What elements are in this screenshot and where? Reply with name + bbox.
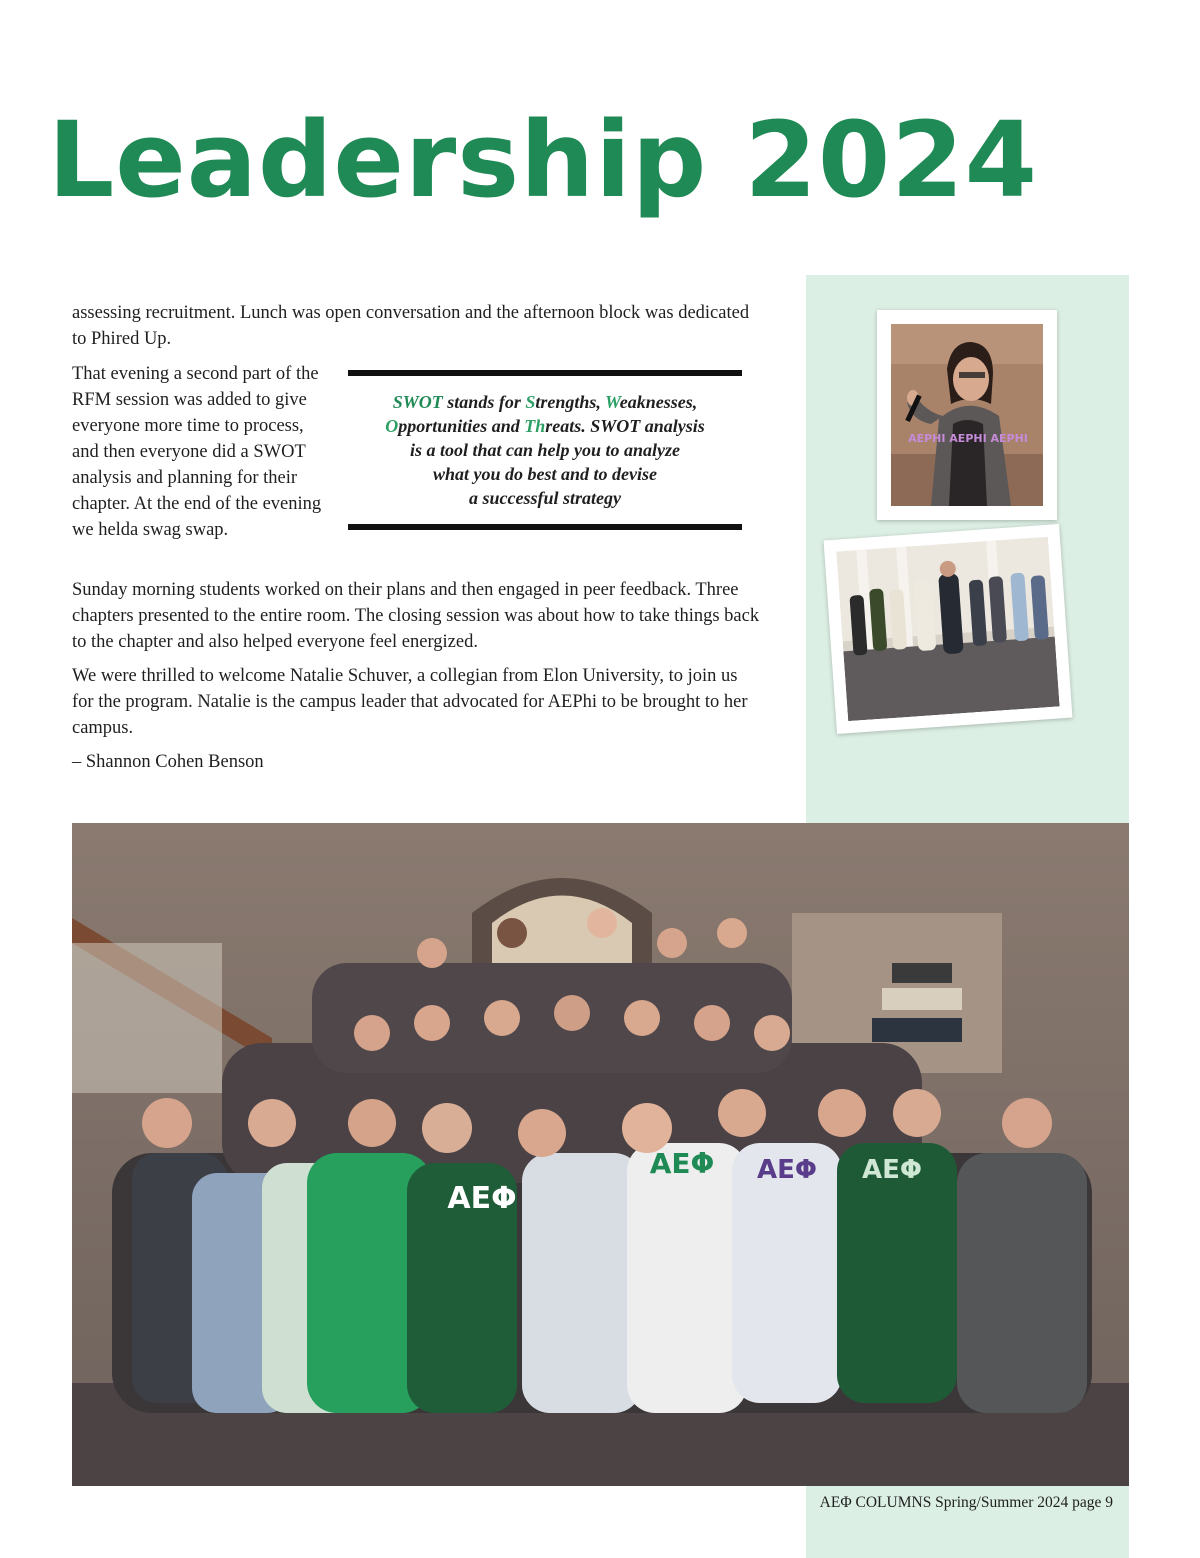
pull-quote-swot: SWOT (392, 392, 443, 412)
pull-quote-initial-w: W (605, 392, 620, 412)
pull-quote-segment: is a tool that can help you to analyze (409, 440, 681, 460)
article-byline: – Shannon Cohen Benson (72, 752, 264, 772)
pull-quote-segment: reats. SWOT analysis (545, 416, 705, 436)
pull-quote-segment: pportunities and (398, 416, 525, 436)
article-paragraph-1: assessing recruitment. Lunch was open conversation and the afternoon block was dedicated to Phired Up. (72, 303, 750, 349)
page-footer: AEΦ COLUMNS Spring/Summer 2024 page 9 (819, 1494, 1113, 1511)
pull-quote-initial-th: Th (524, 416, 546, 436)
pull-quote-segment: eaknesses, (619, 392, 698, 412)
article-paragraph-4: We were thrilled to welcome Natalie Schuver, a collegian from Elon University, to join us for the program. Natalie is the campus leader that advocated for AEPhi to be brought to her campus. (72, 666, 748, 738)
speaker-photo-frame (877, 310, 1057, 520)
page-title: Leadership 2024 (48, 99, 1038, 221)
sweatshirt-letters-1: AEΦ (447, 1181, 517, 1216)
group-photo (72, 823, 1129, 1486)
sweatshirt-letters-2: AEΦ (649, 1147, 715, 1180)
article-paragraph-2: That evening a second part of the RFM session was added to give everyone more time to process, and then everyone did a SWOT analysis and planning for their chapter. At the end of the evening we helda swag swap. (72, 364, 322, 540)
sweatshirt-letters-3: AEΦ (757, 1155, 817, 1185)
speaker-shirt-text: AEPHI AEPHI AEPHI (908, 432, 1028, 445)
pull-quote (348, 370, 742, 530)
speaker-photo (891, 324, 1043, 506)
article-paragraph-3: Sunday morning students worked on their plans and then engaged in peer feedback. Three chapters presented to the entire room. The closing session was about how to take things back to the chapter and also helped everyone feel energized. (72, 580, 760, 652)
sweatshirt-letters-4: AEΦ (862, 1155, 922, 1185)
presentation-photo-frame (824, 524, 1073, 734)
pull-quote-initial-o: O (385, 416, 399, 436)
pull-quote-segment: trengths, (535, 392, 606, 412)
presentation-photo (836, 537, 1059, 721)
pull-quote-text (365, 390, 725, 510)
pull-quote-initial-s: S (525, 392, 536, 412)
pull-quote-segment: stands for (442, 392, 526, 412)
pull-quote-segment: what you do best and to devise (433, 464, 657, 484)
pull-quote-segment: a successful strategy (469, 488, 621, 508)
